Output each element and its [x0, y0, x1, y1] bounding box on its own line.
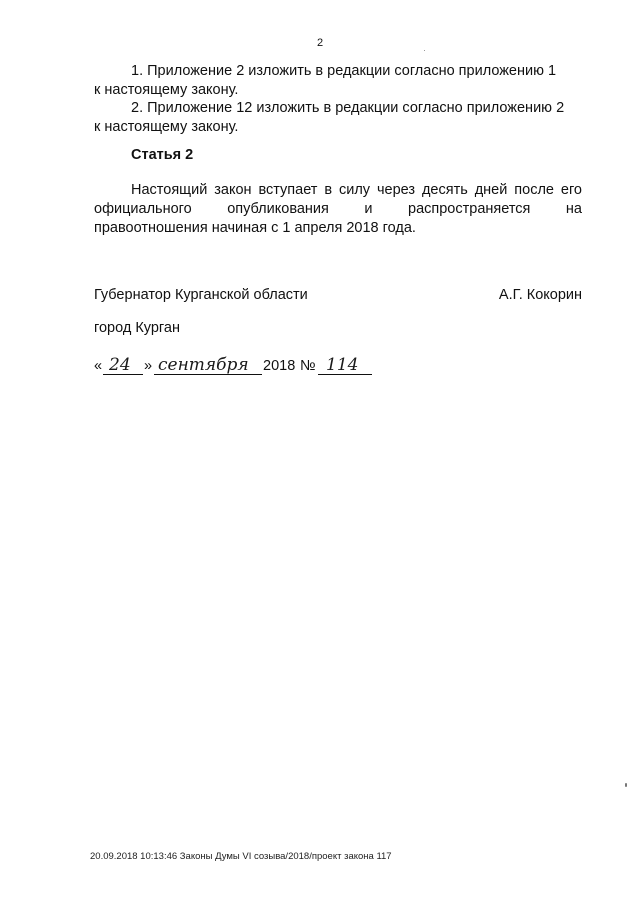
- footer-file-path: 20.09.2018 10:13:46 Законы Думы VI созыва/2018/проект закона 117: [90, 851, 392, 862]
- scan-speck: [424, 50, 425, 51]
- list-item-2-line-1: 2. Приложение 12 изложить в редакции согласно приложению 2: [131, 100, 565, 116]
- date-line: [94, 354, 394, 378]
- article-line-3: правоотношения начиная с 1 апреля 2018 года.: [94, 220, 416, 236]
- article-body: [94, 181, 582, 238]
- article-heading: Статья 2: [131, 147, 194, 163]
- number-handwritten: 114: [326, 355, 359, 375]
- list-item-1: [94, 62, 582, 100]
- year-text: 2018: [263, 358, 296, 374]
- list-item-2: [94, 99, 582, 137]
- day-handwritten: 24: [109, 355, 131, 375]
- signatory-name: А.Г. Кокорин: [498, 287, 582, 303]
- article-line-2: официального опубликования и распространяется на: [94, 201, 582, 217]
- open-quote: «: [94, 358, 103, 374]
- list-item-1-line-1: 1. Приложение 2 изложить в редакции согласно приложению 1: [131, 63, 557, 79]
- list-item-2-line-2: к настоящему закону.: [94, 119, 239, 135]
- signatory-position: Губернатор Курганской области: [94, 287, 308, 303]
- number-sign: №: [300, 358, 316, 374]
- page-number: 2: [316, 37, 324, 49]
- month-handwritten: сентября: [158, 355, 249, 375]
- close-quote: »: [144, 358, 153, 374]
- article-line-1: Настоящий закон вступает в силу через десять дней после его: [131, 182, 582, 198]
- city-label: город Курган: [94, 320, 180, 336]
- list-item-1-line-2: к настоящему закону.: [94, 82, 239, 98]
- scan-speck: [625, 783, 627, 787]
